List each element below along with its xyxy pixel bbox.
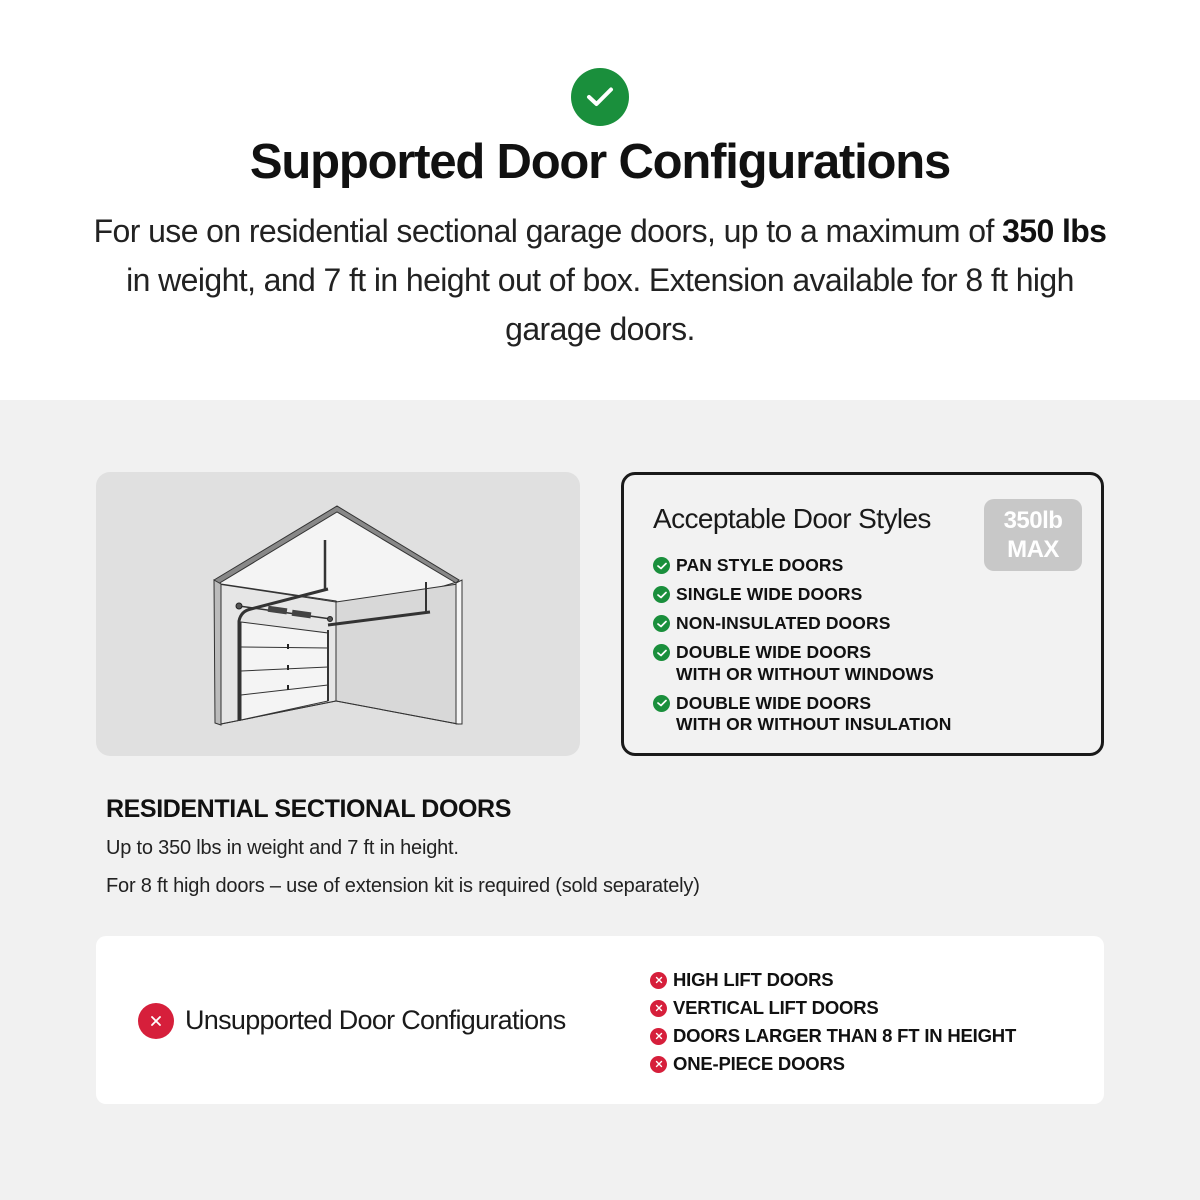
max-weight-badge <box>984 499 1082 571</box>
check-circle-icon <box>653 695 670 712</box>
item-text: HIGH LIFT DOORS <box>673 969 834 990</box>
check-circle-icon <box>571 68 629 126</box>
item-text: SINGLE WIDE DOORS <box>676 584 863 604</box>
x-circle-icon <box>650 1000 667 1017</box>
x-circle-icon <box>650 972 667 989</box>
badge-max: MAX <box>1007 536 1059 563</box>
intro-text <box>80 207 1120 354</box>
item-text: NON-INSULATED DOORS <box>676 613 891 633</box>
check-circle-icon <box>653 586 670 603</box>
header-section <box>0 0 1200 400</box>
list-item <box>650 966 1016 994</box>
badge-weight: 350lb <box>1003 507 1063 534</box>
x-circle-icon <box>650 1028 667 1045</box>
residential-doors-heading: RESIDENTIAL SECTIONAL DOORS <box>106 795 511 823</box>
list-item <box>650 994 1016 1022</box>
list-item <box>653 693 951 736</box>
x-circle-icon <box>650 1056 667 1073</box>
check-circle-icon <box>653 615 670 632</box>
garage-sectional-door-illustration-icon <box>96 472 580 756</box>
acceptable-door-styles-card <box>621 472 1104 756</box>
list-item <box>653 642 951 685</box>
unsupported-configurations-label: Unsupported Door Configurations <box>185 1005 566 1035</box>
item-subtext: WITH OR WITHOUT INSULATION <box>676 714 952 734</box>
list-item <box>650 1050 1016 1078</box>
list-item <box>653 555 951 577</box>
unsupported-list <box>650 966 1016 1078</box>
item-text: DOUBLE WIDE DOORS <box>676 642 872 662</box>
x-circle-icon <box>138 1003 174 1039</box>
intro-max-weight: 350 lbs <box>1002 213 1107 249</box>
item-text: DOORS LARGER THAN 8 FT IN HEIGHT <box>673 1025 1017 1046</box>
residential-doors-spec: Up to 350 lbs in weight and 7 ft in height. <box>106 837 459 859</box>
item-text: DOUBLE WIDE DOORS <box>676 692 872 713</box>
check-circle-icon <box>653 644 670 661</box>
check-circle-icon <box>653 557 670 574</box>
list-item <box>653 584 951 606</box>
list-item <box>653 613 951 635</box>
acceptable-styles-list <box>653 555 951 743</box>
list-item <box>650 1022 1016 1050</box>
page-title: Supported Door Configurations <box>249 135 951 189</box>
unsupported-configurations-card <box>96 936 1104 1104</box>
garage-door-illustration <box>96 472 580 756</box>
item-text: ONE-PIECE DOORS <box>673 1053 845 1074</box>
item-subtext: WITH OR WITHOUT WINDOWS <box>676 663 934 684</box>
acceptable-styles-title: Acceptable Door Styles <box>653 503 931 534</box>
intro-part2: in weight, and 7 ft in height out of box. Extension available for 8 ft high garage doors. <box>126 262 1074 347</box>
item-text: VERTICAL LIFT DOORS <box>673 997 879 1018</box>
residential-doors-extension-note: For 8 ft high doors – use of extension kit is required (sold separately) <box>106 875 700 897</box>
intro-part1: For use on residential sectional garage doors, up to a maximum of <box>93 213 1003 249</box>
item-text: PAN STYLE DOORS <box>676 555 844 575</box>
